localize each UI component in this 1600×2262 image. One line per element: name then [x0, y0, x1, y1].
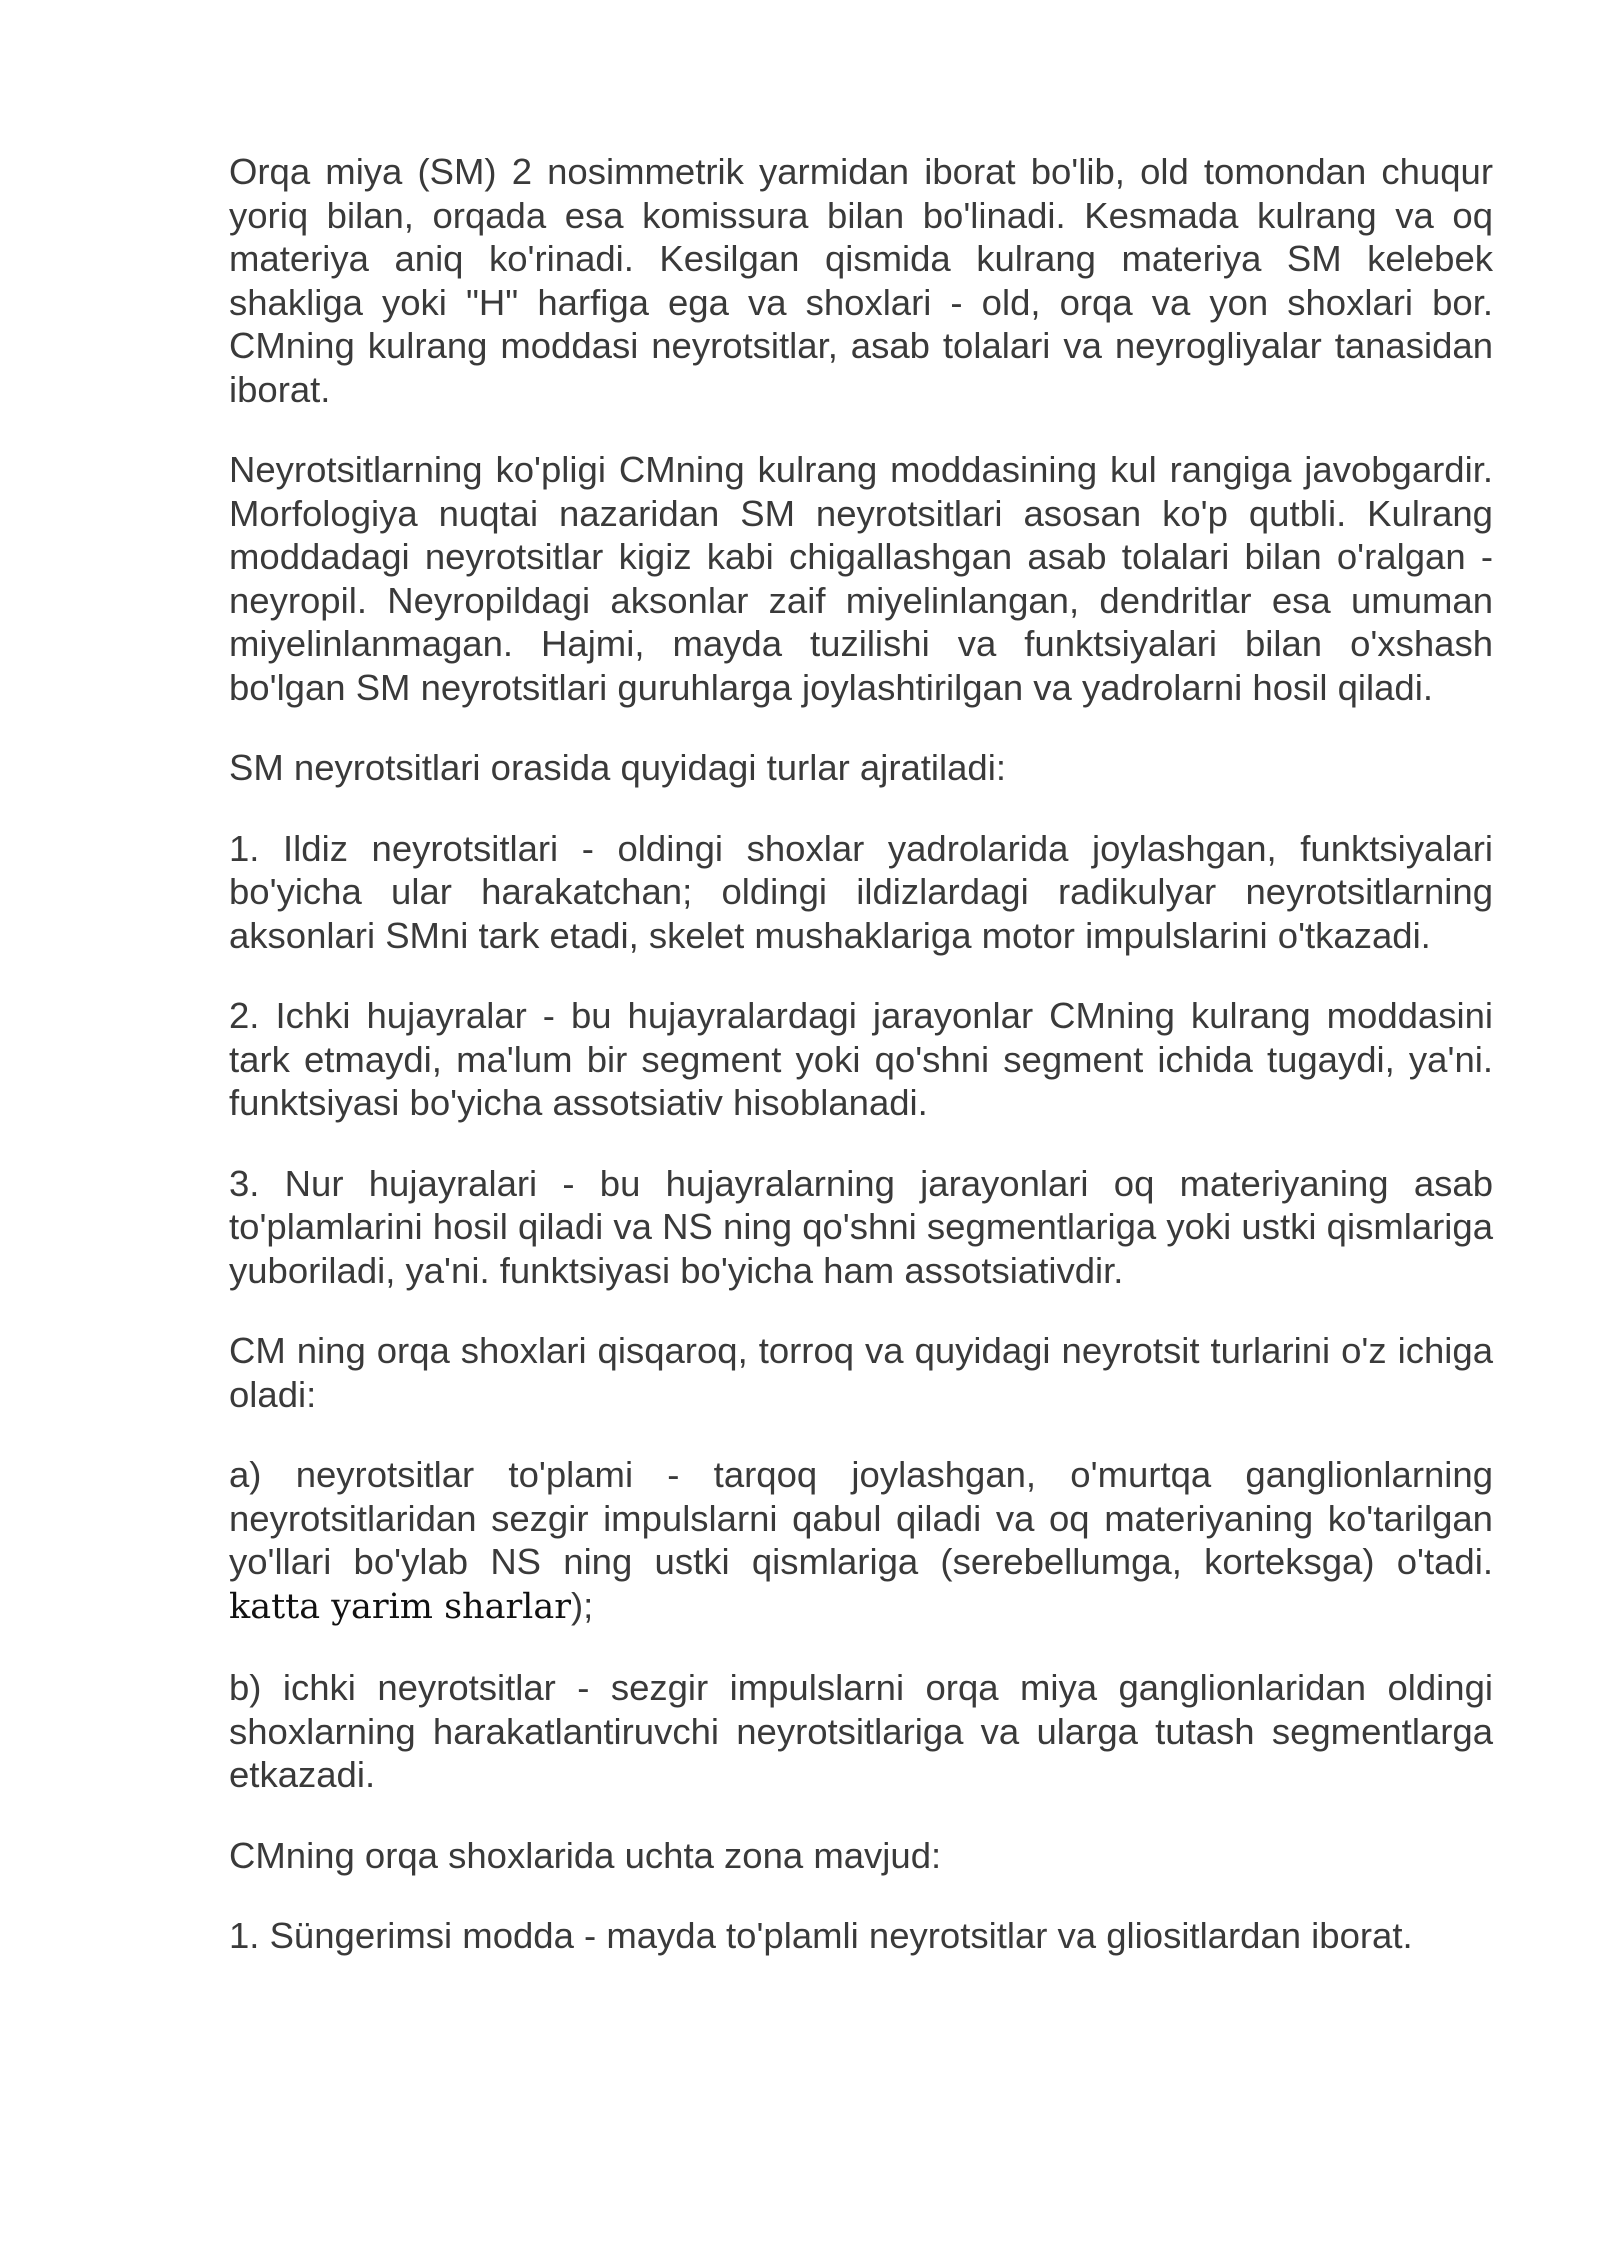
- document-page: [229, 150, 1493, 1995]
- paragraph-dorsal-zones-intro: CMning orqa shoxlarida uchta zona mavjud:: [229, 1834, 942, 1876]
- list-item-internal-cells: 2. Ichki hujayralar - bu hujayralardagi jarayonlar CMning kulrang moddasini tark etmaydi, ma'lum bir segment yoki qo'shni segment ichida tugaydi, ya'ni. funktsiyasi bo'yicha assotsiativ hisoblanadi.: [229, 995, 1493, 1123]
- list-item-beam-cells: 3. Nur hujayralari - bu hujayralarning jarayonlari oq materiyaning asab to'plamlarini hosil qiladi va NS ning qo'shni segmentlariga yoki ustki qismlariga yuboriladi, ya'ni. funktsiyasi bo'yicha ham assotsiativdir.: [229, 1162, 1493, 1291]
- paragraph-dorsal-horns-intro: CM ning orqa shoxlari qisqaroq, torroq va quyidagi neyrotsit turlarini o'z ichiga oladi:: [229, 1330, 1493, 1415]
- list-item-internal-neurocytes: b) ichki neyrotsitlar - sezgir impulslarni orqa miya ganglionlaridan oldingi shoxlarning harakatlantiruvchi neyrotsitlariga va ularga tutash segmentlarga etkazadi.: [229, 1667, 1493, 1795]
- list-item-neurocyte-bundle: [229, 1453, 1493, 1629]
- list-item-spongy-substance: 1. Süngerimsi modda - mayda to'plamli neyrotsitlar va gliositlardan iborat.: [229, 1915, 1413, 1956]
- list-item-root-neurocytes: 1. Ildiz neyrotsitlari - oldingi shoxlar yadrolarida joylashgan, funktsiyalari bo'yicha ular harakatchan; oldingi ildizlardagi radikulyar neyrotsitlarning aksonlari SMni tark etadi, skelet mushaklariga motor impulslarini o'tkazadi.: [229, 827, 1493, 956]
- paragraph-a-serif-text: katta yarim sharlar: [229, 1586, 571, 1627]
- paragraph-a-closing: );: [570, 1584, 594, 1626]
- paragraph-a-text: a) neyrotsitlar to'plami - tarqoq joylashgan, o'murtqa ganglionlarning neyrotsitlaridan sezgir impulslarni qabul qiladi va oq materiyaning ko'tarilgan yo'llari bo'ylab NS ning ustki qismlariga (serebellumga, korteksga) o'tadi.: [229, 1454, 1493, 1582]
- paragraph-spinal-cord-structure: Orqa miya (SM) 2 nosimmetrik yarmidan iborat bo'lib, old tomondan chuqur yoriq bilan, orqada esa komissura bilan bo'linadi. Kesmada kulrang va oq materiya aniq ko'rinadi. Kesilgan qismida kulrang materiya SM kelebek shakliga yoki "H" harfiga ega va shoxlari - old, orqa va yon shoxlari bor. CMning kulrang moddasi neyrotsitlar, asab tolalari va neyrogliyalar tanasidan iborat.: [229, 151, 1493, 410]
- paragraph-neurocytes-gray-matter: Neyrotsitlarning ko'pligi CMning kulrang moddasining kul rangiga javobgardir. Morfologiya nuqtai nazaridan SM neyrotsitlari asosan ko'p qutbli. Kulrang moddadagi neyrotsitlar kigiz kabi chigallashgan asab tolalari bilan o'ralgan - neyropil. Neyropildagi aksonlar zaif miyelinlangan, dendritlar esa umuman miyelinlanmagan. Hajmi, mayda tuzilishi va funktsiyalari bilan o'xshash bo'lgan SM neyrotsitlari guruhlarga joylashtirilgan va yadrolarni hosil qiladi.: [229, 449, 1493, 708]
- paragraph-neurocyte-types-intro: SM neyrotsitlari orasida quyidagi turlar ajratiladi:: [229, 747, 1006, 788]
